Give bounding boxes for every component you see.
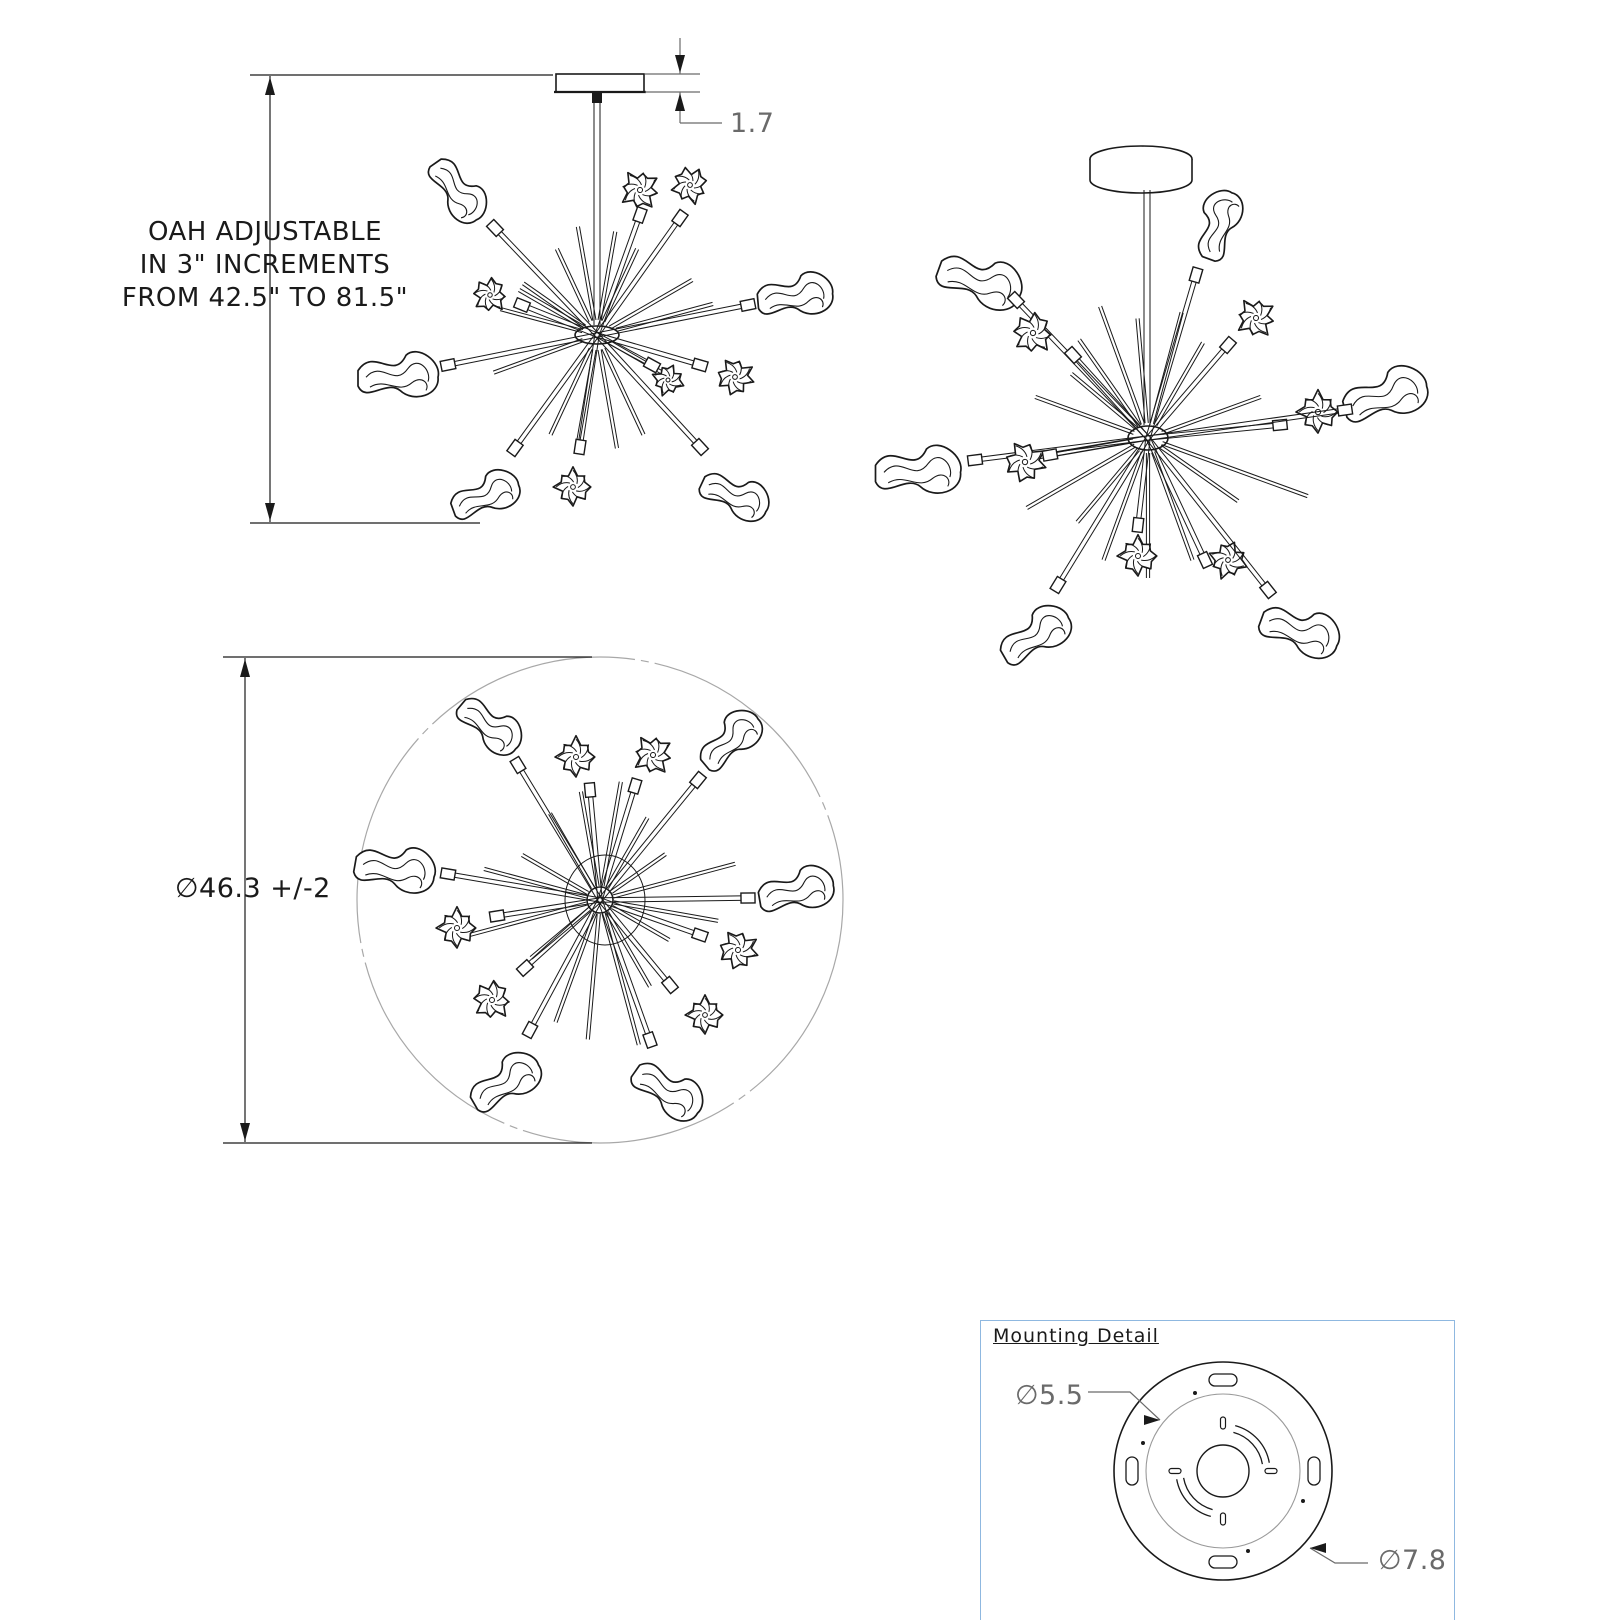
shade-outline xyxy=(1012,311,1052,352)
glass-shade xyxy=(619,169,660,210)
arm-rod xyxy=(1075,354,1150,437)
arm-rod xyxy=(484,870,586,897)
glass-shade xyxy=(632,734,673,775)
socket xyxy=(507,439,523,456)
shade-outline xyxy=(1237,299,1276,338)
shade-outline xyxy=(1255,594,1346,664)
glass-shade xyxy=(992,597,1078,671)
canopy-body xyxy=(1090,159,1192,193)
arrow-head xyxy=(675,93,685,111)
arm-rod xyxy=(605,913,640,1044)
shade-outline xyxy=(695,462,775,527)
glass-shade xyxy=(690,702,769,777)
glass-shade xyxy=(445,464,525,525)
shade-outline xyxy=(626,1051,712,1129)
socket xyxy=(489,910,504,922)
arm-rod xyxy=(601,349,618,447)
shade-outline xyxy=(716,929,763,974)
plan-view xyxy=(352,657,843,1143)
arrow-head xyxy=(265,77,275,95)
socket xyxy=(1260,581,1277,598)
oah-note-line-3: FROM 42.5" TO 81.5" xyxy=(121,283,409,313)
arm-rod xyxy=(1099,307,1142,424)
arm-rod xyxy=(595,217,678,334)
arm-rod xyxy=(448,337,597,367)
arm-rod xyxy=(1079,451,1140,524)
shade-outline xyxy=(555,736,595,777)
arm-rod xyxy=(1162,445,1308,498)
arm-rod xyxy=(576,227,592,321)
shade-outline xyxy=(436,907,476,948)
socket xyxy=(741,893,755,903)
glass-shade xyxy=(358,352,438,397)
arrow-head xyxy=(265,503,275,521)
arm-rod xyxy=(589,914,600,1040)
shade-outline xyxy=(553,467,591,506)
shade-outline xyxy=(685,995,723,1034)
arm-rod xyxy=(1070,375,1135,430)
shade-outline xyxy=(690,702,769,777)
arrow-head xyxy=(240,1123,250,1141)
shade-outline xyxy=(472,276,506,311)
glass-shade xyxy=(1001,439,1050,487)
glass-shade xyxy=(714,356,758,399)
arm-rod xyxy=(1140,438,1150,525)
socket xyxy=(514,298,531,312)
arm-rod xyxy=(611,908,668,941)
arm-rod xyxy=(521,856,587,894)
socket xyxy=(510,756,526,773)
socket xyxy=(690,771,707,788)
shade-outline xyxy=(1001,440,1050,487)
diameter-dimension: ∅46.3 +/-2 xyxy=(175,873,331,904)
arm-rod xyxy=(1150,276,1198,439)
socket xyxy=(487,219,504,236)
socket xyxy=(574,439,586,454)
socket xyxy=(1065,346,1082,363)
shade-outline xyxy=(1338,360,1433,428)
shade-outline xyxy=(756,270,835,319)
shade-outline xyxy=(1187,185,1248,265)
arm-rod xyxy=(613,862,735,895)
arm-rod xyxy=(595,336,698,448)
glass-shade xyxy=(352,838,439,896)
arm-rod xyxy=(494,342,583,374)
arm-rod xyxy=(1080,339,1140,425)
arm-rod xyxy=(592,790,602,900)
socket xyxy=(692,438,709,455)
arm-rod xyxy=(614,865,736,898)
arm-rod xyxy=(1146,439,1266,591)
glass-shade xyxy=(685,995,723,1034)
arm-rod xyxy=(598,779,696,899)
arm-rod xyxy=(597,307,748,337)
downrod-cap xyxy=(592,93,602,103)
glass-shade xyxy=(472,979,511,1019)
shade-outline xyxy=(714,357,758,400)
glass-shade xyxy=(1117,535,1157,576)
socket xyxy=(1337,404,1352,416)
arm-rod xyxy=(1153,313,1183,424)
socket xyxy=(967,454,982,466)
socket xyxy=(692,358,708,372)
socket xyxy=(628,778,642,794)
arm-rod xyxy=(1146,274,1194,437)
arm-rod xyxy=(448,333,597,363)
arm-rod xyxy=(600,900,748,902)
glass-shade xyxy=(1187,185,1248,265)
oah-note-line-1: OAH ADJUSTABLE xyxy=(147,217,383,247)
shade-outline xyxy=(621,171,660,210)
side-elevation-view xyxy=(358,74,835,527)
shade-outline xyxy=(445,464,525,525)
arrow-head xyxy=(675,55,685,73)
arm-rod xyxy=(448,876,600,902)
arm-rod xyxy=(602,899,652,1039)
socket xyxy=(740,299,756,312)
glass-shade xyxy=(1012,311,1053,353)
inner-diameter-dimension: ∅5.5 xyxy=(1015,1380,1084,1411)
glass-shade xyxy=(626,1051,712,1129)
socket xyxy=(1132,517,1144,532)
arm-rod xyxy=(599,334,702,446)
arm-rod xyxy=(606,817,647,887)
glass-shade xyxy=(667,161,714,208)
socket xyxy=(1189,267,1203,283)
socket xyxy=(692,928,709,942)
glass-shade xyxy=(1338,360,1433,428)
socket xyxy=(662,976,679,993)
glass-shade xyxy=(472,276,507,312)
socket xyxy=(584,783,595,798)
glass-shade xyxy=(695,462,775,527)
glass-shade xyxy=(422,150,495,230)
socket xyxy=(516,960,533,977)
shade-outline xyxy=(422,150,495,230)
glass-shade xyxy=(436,907,476,948)
glass-shade xyxy=(1235,297,1276,338)
arm-rod xyxy=(1159,448,1237,502)
arm-rod xyxy=(1163,442,1309,495)
shade-outline xyxy=(1117,535,1157,576)
arm-rod xyxy=(601,782,619,886)
arm-rod xyxy=(586,914,597,1040)
glass-shade xyxy=(755,862,837,917)
socket xyxy=(1220,336,1237,353)
canopy-height-dimension: 1.7 xyxy=(730,108,775,139)
arm-rod xyxy=(614,904,718,922)
glass-shade xyxy=(756,270,835,319)
glass-shade xyxy=(876,445,961,493)
arrow-head xyxy=(240,659,250,677)
shade-outline xyxy=(451,687,530,762)
glass-shade xyxy=(555,736,595,777)
glass-shade xyxy=(462,1044,548,1118)
shade-outline xyxy=(634,736,673,775)
arm-rod xyxy=(524,282,585,325)
glass-shade xyxy=(553,467,591,506)
glass-shade xyxy=(1255,594,1346,664)
glass-shade xyxy=(716,928,763,974)
arm-rod xyxy=(614,901,718,919)
arm-rod xyxy=(578,335,595,447)
arm-rod xyxy=(602,349,642,435)
outer-diameter-dimension: ∅7.8 xyxy=(1378,1545,1447,1576)
arm-rod xyxy=(1152,453,1191,561)
shade-outline xyxy=(667,161,712,207)
arm-rod xyxy=(596,337,651,367)
oah-note-line-2: IN 3" INCREMENTS xyxy=(139,250,391,280)
socket xyxy=(1050,576,1066,593)
perspective-view xyxy=(876,146,1433,671)
arm-rod xyxy=(460,905,587,939)
shade-outline xyxy=(352,838,439,896)
arm-rod xyxy=(617,305,714,331)
socket xyxy=(643,1032,657,1049)
canopy xyxy=(556,74,644,92)
socket xyxy=(1042,449,1058,461)
arm-rod xyxy=(520,289,585,327)
arm-rod xyxy=(602,787,637,901)
socket xyxy=(440,359,456,372)
oah-adjustable-note xyxy=(120,216,410,315)
shade-outline xyxy=(472,979,510,1018)
socket xyxy=(440,868,455,880)
mounting-detail-title: Mounting Detail xyxy=(993,1325,1159,1347)
arm-rod xyxy=(493,339,582,371)
glass-shade xyxy=(451,687,530,762)
socket xyxy=(633,207,647,224)
socket xyxy=(672,209,688,226)
